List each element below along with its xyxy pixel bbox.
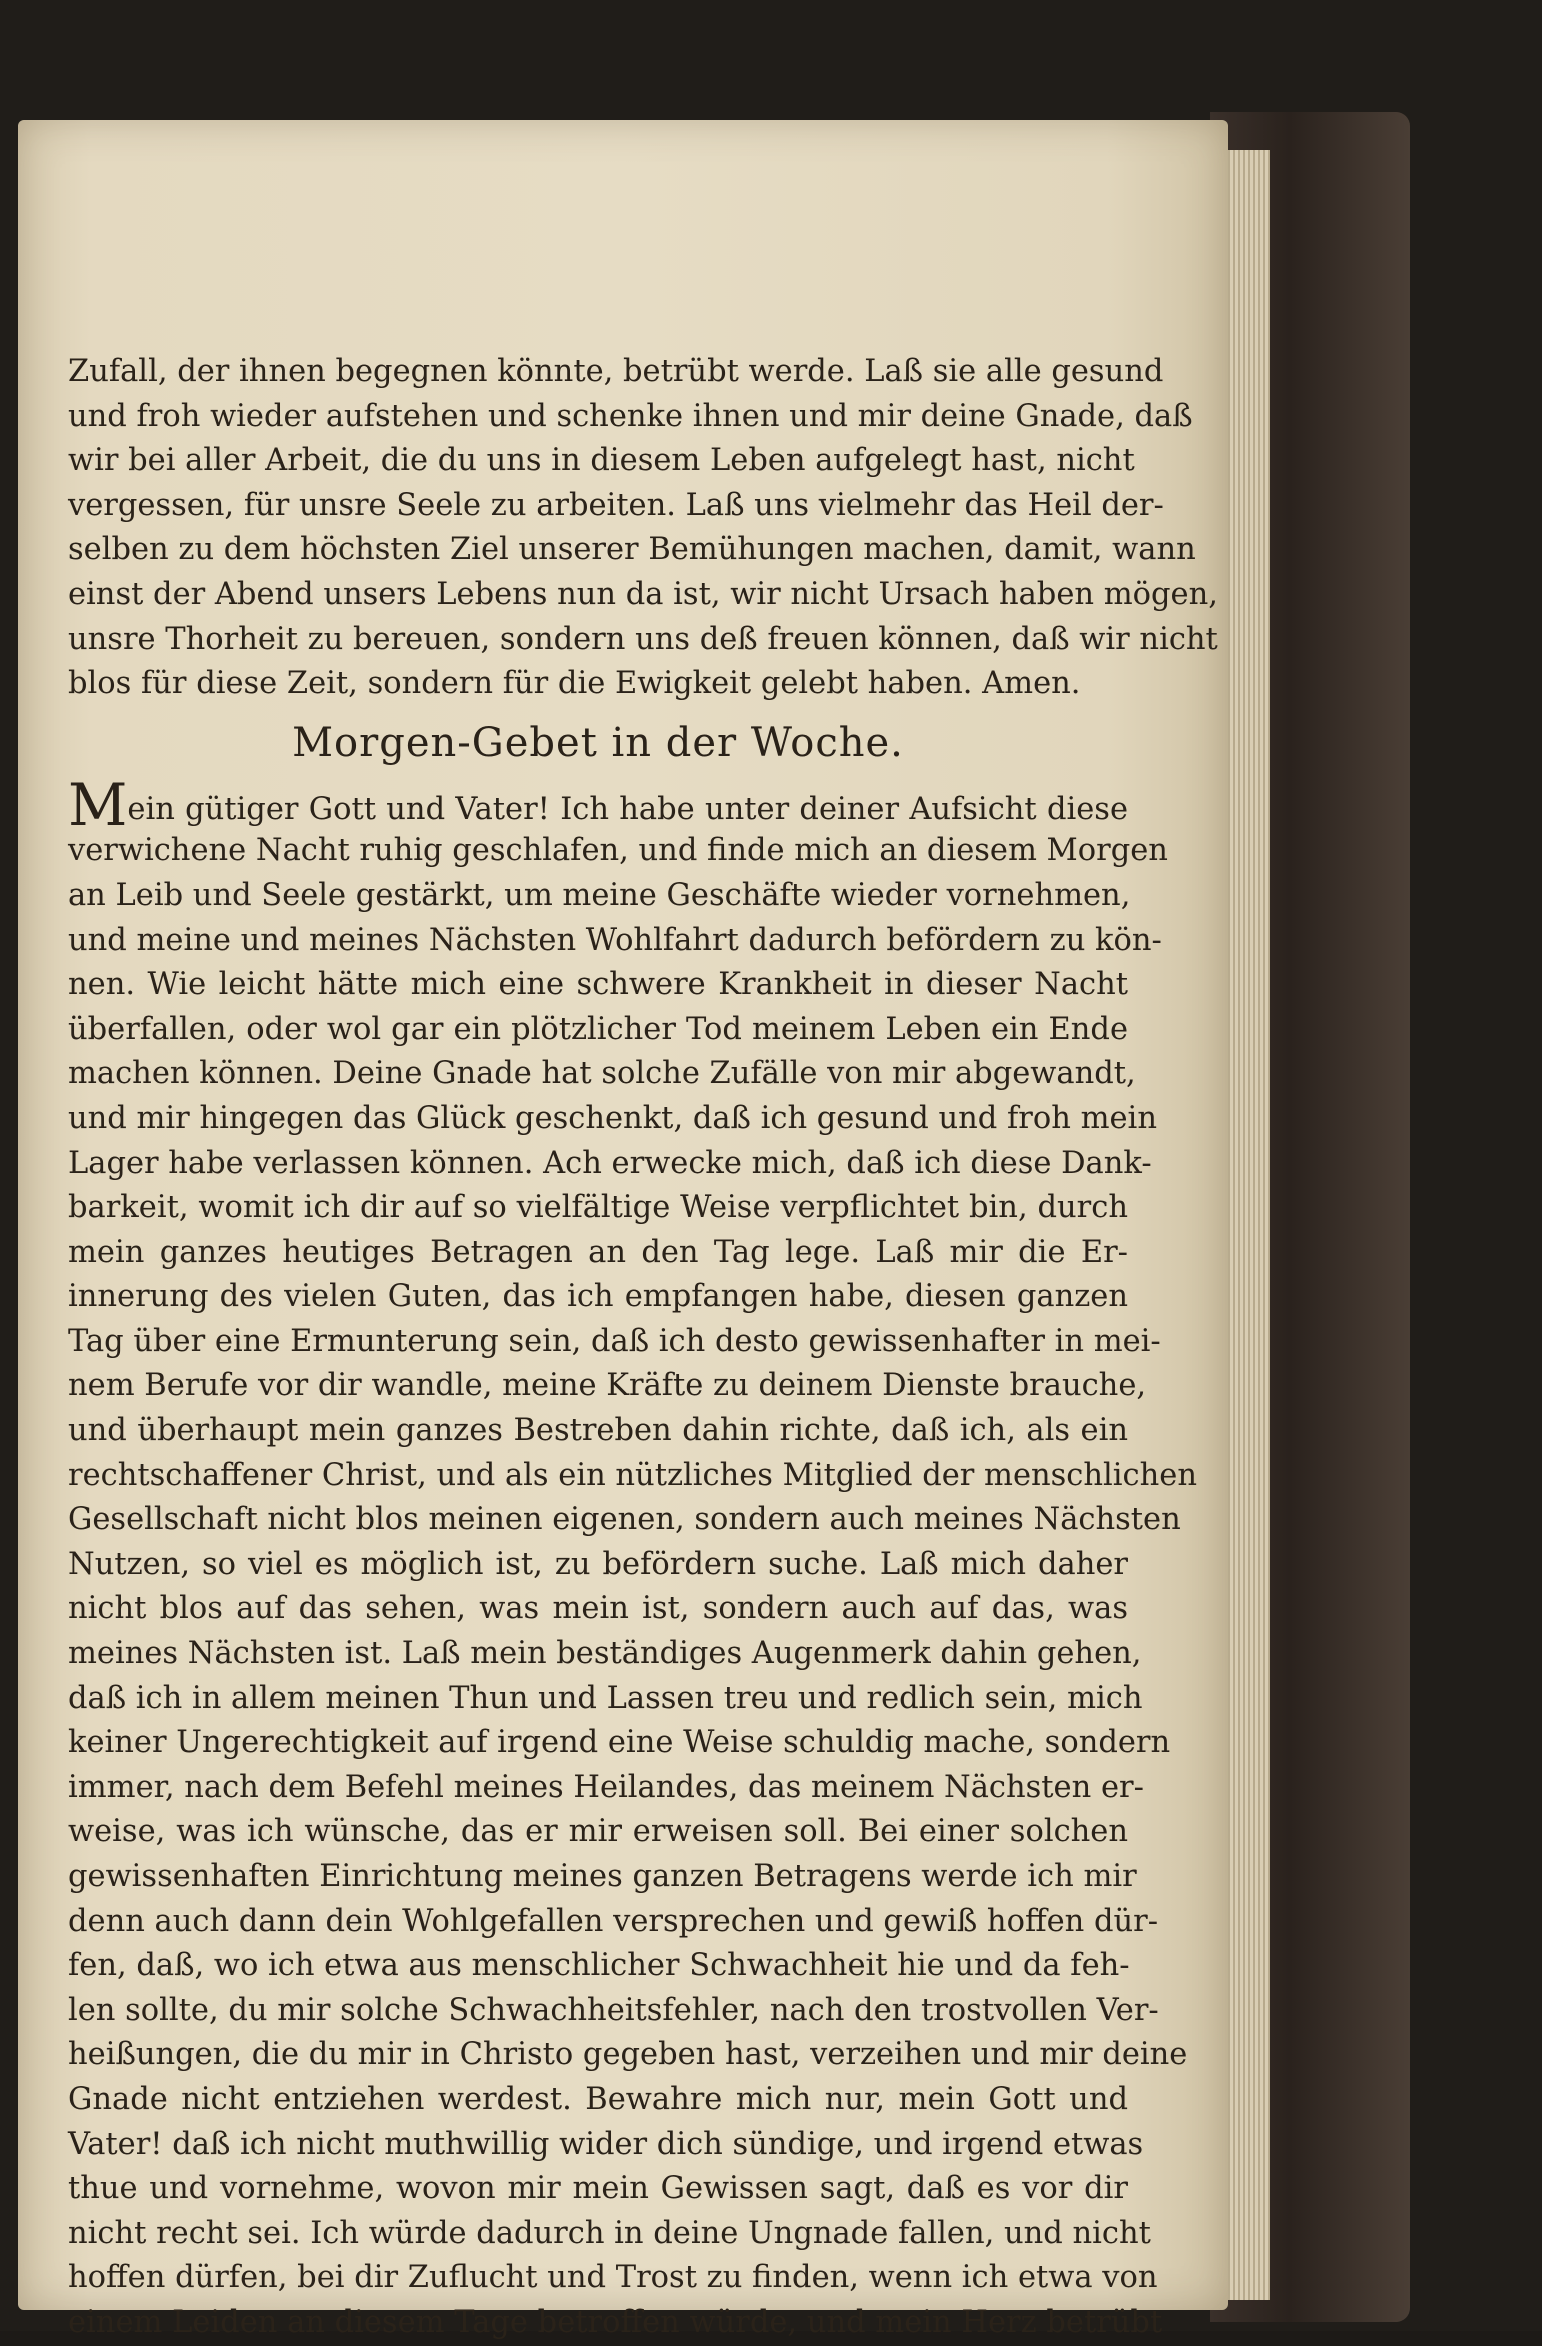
text-line: wir bei aller Arbeit, die du uns in diesem Leben aufgelegt hast, nicht bbox=[68, 443, 1135, 479]
text-line: und überhaupt mein ganzes Bestreben dahin richte, daß ich, als ein bbox=[68, 1413, 1128, 1449]
text-line: denn auch dann dein Wohlgefallen versprechen und gewiß hoffen dür- bbox=[68, 1903, 1159, 1939]
text-line: und froh wieder aufstehen und schenke ihnen und mir deine Gnade, daß bbox=[68, 398, 1193, 434]
first-line-text: ein gütiger Gott und Vater! Ich habe unter deiner Aufsicht diese bbox=[127, 791, 1128, 827]
text-line: machen können. Deine Gnade hat solche Zufälle von mir abgewandt, bbox=[68, 1056, 1136, 1092]
text-line: barkeit, womit ich dir auf so vielfältige Weise verpflichtet bin, durch bbox=[68, 1190, 1128, 1226]
text-line: selben zu dem höchsten Ziel unserer Bemühungen machen, damit, wann bbox=[68, 532, 1196, 568]
text-line: mein ganzes heutiges Betragen an den Tag lege. Laß mir die Er- bbox=[68, 1234, 1128, 1270]
prayer-first-line bbox=[68, 770, 1128, 839]
page-text bbox=[68, 350, 1218, 2346]
text-line: nem Berufe vor dir wandle, meine Kräfte zu deinem Dienste brauche, bbox=[68, 1368, 1147, 1404]
text-line: meines Nächsten ist. Laß mein beständiges Augenmerk dahin gehen, bbox=[68, 1636, 1142, 1672]
text-line: an Leib und Seele gestärkt, um meine Geschäfte wieder vornehmen, bbox=[68, 877, 1131, 913]
text-line: Gesellschaft nicht blos meinen eigenen, sondern auch meines Nächsten bbox=[68, 1502, 1181, 1538]
text-line: blos für diese Zeit, sondern für die Ewigkeit gelebt haben. Amen. bbox=[68, 666, 1081, 702]
text-line: nicht blos auf das sehen, was mein ist, sondern auch auf das, was bbox=[68, 1591, 1128, 1627]
text-line: und mir hingegen das Glück geschenkt, daß ich gesund und froh mein bbox=[68, 1100, 1157, 1136]
text-line: überfallen, oder wol gar ein plötzlicher Tod meinem Leben ein Ende bbox=[68, 1011, 1128, 1047]
text-line: einem Leiden an diesem Tage betroffen würde, und mein Herz betrübt bbox=[68, 2304, 1163, 2340]
text-line: unsre Thorheit zu bereuen, sondern uns deß freuen können, daß wir nicht bbox=[68, 621, 1218, 657]
text-line: Gnade nicht entziehen werdest. Bewahre mich nur, mein Gott und bbox=[68, 2081, 1128, 2117]
prayer-body bbox=[68, 829, 1197, 2345]
text-line: thue und vornehme, wovon mir mein Gewissen sagt, daß es vor dir bbox=[68, 2171, 1128, 2207]
text-line: Vater! daß ich nicht muthwillig wider dich sündige, und irgend etwas bbox=[68, 2126, 1144, 2162]
text-line: vergessen, für unsre Seele zu arbeiten. Laß uns vielmehr das Heil der- bbox=[68, 487, 1164, 523]
section-heading: Morgen-Gebet in der Woche. bbox=[292, 719, 904, 766]
text-line: nen. Wie leicht hätte mich eine schwere Krankheit in dieser Nacht bbox=[68, 967, 1128, 1003]
text-line: Nutzen, so viel es möglich ist, zu befördern suche. Laß mich daher bbox=[68, 1546, 1128, 1582]
text-line: Tag über eine Ermunterung sein, daß ich desto gewissenhafter in mei- bbox=[68, 1323, 1161, 1359]
text-line: heißungen, die du mir in Christo gegeben hast, verzeihen und mir deine bbox=[68, 2037, 1188, 2073]
text-line: len sollte, du mir solche Schwachheitsfehler, nach den trostvollen Ver- bbox=[68, 1992, 1159, 2028]
text-line: Zufall, der ihnen begegnen könnte, betrübt werde. Laß sie alle gesund bbox=[68, 354, 1164, 389]
text-line: immer, nach dem Befehl meines Heilandes, das meinem Nächsten er- bbox=[68, 1769, 1144, 1805]
text-line: keiner Ungerechtigkeit auf irgend eine Weise schuldig mache, sondern bbox=[68, 1725, 1171, 1761]
text-line: hoffen dürfen, bei dir Zuflucht und Trost zu finden, wenn ich etwa von bbox=[68, 2260, 1158, 2296]
text-line: rechtschaffener Christ, und als ein nützliches Mitglied der menschlichen bbox=[68, 1457, 1197, 1493]
text-line: einst der Abend unsers Lebens nun da ist, wir nicht Ursach haben mögen, bbox=[68, 576, 1218, 612]
text-line: Lager habe verlassen können. Ach erwecke mich, daß ich diese Dank- bbox=[68, 1145, 1152, 1181]
text-line: und meine und meines Nächsten Wohlfahrt dadurch befördern zu kön- bbox=[68, 922, 1162, 958]
book-page bbox=[18, 120, 1228, 2340]
text-line: weise, was ich wünsche, das er mir erweisen soll. Bei einer solchen bbox=[68, 1814, 1128, 1850]
text-line: fen, daß, wo ich etwa aus menschlicher Schwachheit hie und da feh- bbox=[68, 1948, 1130, 1984]
text-line: innerung des vielen Guten, das ich empfangen habe, diesen ganzen bbox=[68, 1279, 1128, 1315]
drop-cap: M bbox=[68, 770, 128, 839]
text-line: daß ich in allem meinen Thun und Lassen treu und redlich sein, mich bbox=[68, 1680, 1143, 1716]
text-line: verwichene Nacht ruhig geschlafen, und finde mich an diesem Morgen bbox=[68, 833, 1168, 869]
text-line: gewissenhaften Einrichtung meines ganzen Betragens werde ich mir bbox=[68, 1859, 1137, 1894]
text-line: nicht recht sei. Ich würde dadurch in deine Ungnade fallen, und nicht bbox=[68, 2215, 1151, 2251]
